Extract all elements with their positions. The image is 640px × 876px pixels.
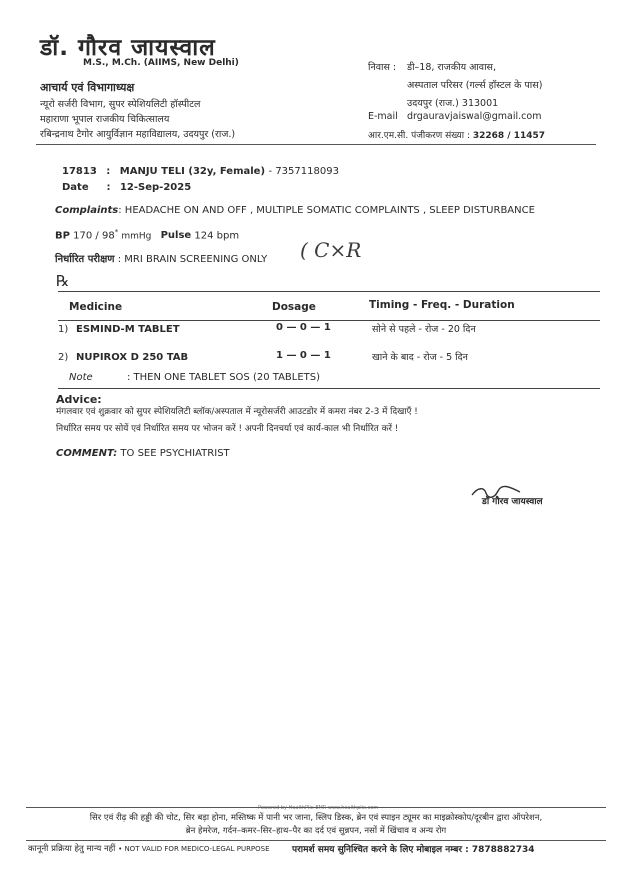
patient-info: 17813 : MANJU TELI (32y, Female) - 7357118093 <box>62 166 339 177</box>
investigation-row <box>55 251 267 265</box>
table-top-border <box>58 291 600 292</box>
dosage: 0 — 0 — 1 <box>276 322 331 333</box>
residence-line-1: डी–18, राजकीय आवास, <box>407 62 496 73</box>
note-text: : THEN ONE TABLET SOS (20 TABLETS) <box>127 372 321 383</box>
header-divider <box>36 144 596 145</box>
dosage: 1 — 0 — 1 <box>276 350 331 361</box>
date-label: Date <box>62 182 89 193</box>
advice-line-1: मंगलवार एवं शुक्रवार को सुपर स्पेशियलिटी ब्लॉक/अस्पताल में न्यूरोसर्जरी आउटडोर में कमरा नंबर 2-3 में दिखाएँ ! <box>56 407 418 417</box>
investigation-label: निर्धारित परीक्षण <box>55 254 115 265</box>
doctor-name: डॉ. गौरव जायस्वाल <box>40 35 216 61</box>
advice-label: Advice: <box>56 393 102 406</box>
dept-line-2: महाराणा भूपाल राजकीय चिकित्सालय <box>40 114 170 125</box>
footer-bottom-border <box>26 840 606 841</box>
signature: डॉ गौरव जायस्वाल <box>482 497 543 507</box>
complaints-row <box>55 205 535 216</box>
bp-unit: mmHg <box>121 231 152 242</box>
bp-value: 170 / 98 <box>73 230 115 242</box>
dept-line-1: न्यूरो सर्जरी विभाग, सुपर स्पेशियलिटी हॉस्पीटल <box>40 99 201 110</box>
header-timing: Timing - Freq. - Duration <box>369 299 515 311</box>
registration-label: आर.एम.सी. पंजीकरण संख्या : <box>368 131 470 141</box>
table-row <box>58 352 600 374</box>
email-value[interactable]: drgauravjaiswal@gmail.com <box>407 111 542 122</box>
doctor-degrees: M.S., M.Ch. (AIIMS, New Delhi) <box>83 58 239 68</box>
note-label: Note <box>69 372 93 383</box>
registration <box>368 128 545 141</box>
comment-label: COMMENT: <box>56 448 118 459</box>
residence-label: निवास : <box>368 62 397 73</box>
registration-number: 32268 / 11457 <box>472 131 546 141</box>
complaints-text: : HEADACHE ON AND OFF , MULTIPLE SOMATIC COMPLAINTS , SLEEP DISTURBANCE <box>118 205 535 216</box>
patient-id: 17813 <box>62 166 97 177</box>
residence-line-3: उदयपुर (राज.) 313001 <box>407 98 499 109</box>
visit-date-row: Date : 12-Sep-2025 <box>62 182 192 193</box>
visit-date: 12-Sep-2025 <box>119 182 192 193</box>
table-bottom-border <box>58 388 600 389</box>
investigation-text: : MRI BRAIN SCREENING ONLY <box>117 254 268 265</box>
pulse-label: Pulse <box>160 230 192 242</box>
contact-number: परामर्श समय सुनिश्चित करने के लिए मोबाइल नम्बर : 7878882734 <box>292 845 535 855</box>
powered-by: Powered by HealthPlix EMR www.healthplix.com <box>258 805 379 811</box>
patient-name: MANJU TELI (32y, Female) <box>119 166 266 177</box>
designation: आचार्य एवं विभागाध्यक्ष <box>40 81 135 94</box>
dept-line-3: रबिन्द्रनाथ टैगोर आयुर्विज्ञान महाविद्यालय, उदयपुर (राज.) <box>40 129 236 140</box>
footer-top-border <box>26 807 606 808</box>
legal-note-hindi: कानूनी प्रक्रिया हेतु मान्य नहीं <box>28 844 116 854</box>
timing: सोने से पहले - रोज - 20 दिन <box>372 324 476 335</box>
table-header-border <box>58 320 600 321</box>
legal-note <box>28 843 270 854</box>
bp-label: BP <box>55 230 70 242</box>
row-number: 2) <box>58 352 69 363</box>
rx-symbol: ℞ <box>56 272 70 290</box>
complaints-label: Complaints <box>55 205 119 216</box>
medicine-name: ESMIND-M TABLET <box>76 324 180 335</box>
comment-text: TO SEE PSYCHIATRIST <box>120 448 230 459</box>
header-medicine: Medicine <box>69 301 123 313</box>
bp-superscript: * <box>114 228 119 236</box>
row-number: 1) <box>58 324 69 335</box>
table-row <box>58 322 600 344</box>
medicine-name: NUPIROX D 250 TAB <box>76 352 189 363</box>
header-dosage: Dosage <box>272 301 316 313</box>
services-line-2: ब्रेन हेमरेज, गर्दन–कमर–सिर–हाथ–पैर का दर्द एवं सुन्नपन, नसों में खिंचाव व अन्य रोग <box>185 826 447 836</box>
patient-phone: - 7357118093 <box>268 166 339 177</box>
pulse-value: 124 bpm <box>194 230 240 242</box>
email-label: E-mail <box>368 111 398 122</box>
legal-note-english: • NOT VALID FOR MEDICO-LEGAL PURPOSE <box>118 845 270 853</box>
medicine-note <box>69 372 320 383</box>
handwritten-annotation: ( C×R <box>300 238 362 262</box>
residence-line-2: अस्पताल परिसर (गर्ल्स हॉस्टल के पास) <box>407 80 543 91</box>
timing: खाने के बाद - रोज - 5 दिन <box>372 352 468 363</box>
services-line-1: सिर एवं रीढ़ की हड्डी की चोट, सिर बड़ा होना, मस्तिष्क में पानी भर जाना, स्लिप डिस्क, ब्रेन एवं स्पाइन ट्यूमर का माइक्रोस्कोप/दूरबीन द्वारा ऑपरेशन, <box>89 813 543 823</box>
comment-row <box>56 448 230 459</box>
vitals-row <box>55 228 239 241</box>
advice-line-2: निर्धारित समय पर सोयें एवं निर्धारित समय पर भोजन करें ! अपनी दिनचर्या एवं कार्य-काल भी निर्धारित करें ! <box>56 424 399 434</box>
